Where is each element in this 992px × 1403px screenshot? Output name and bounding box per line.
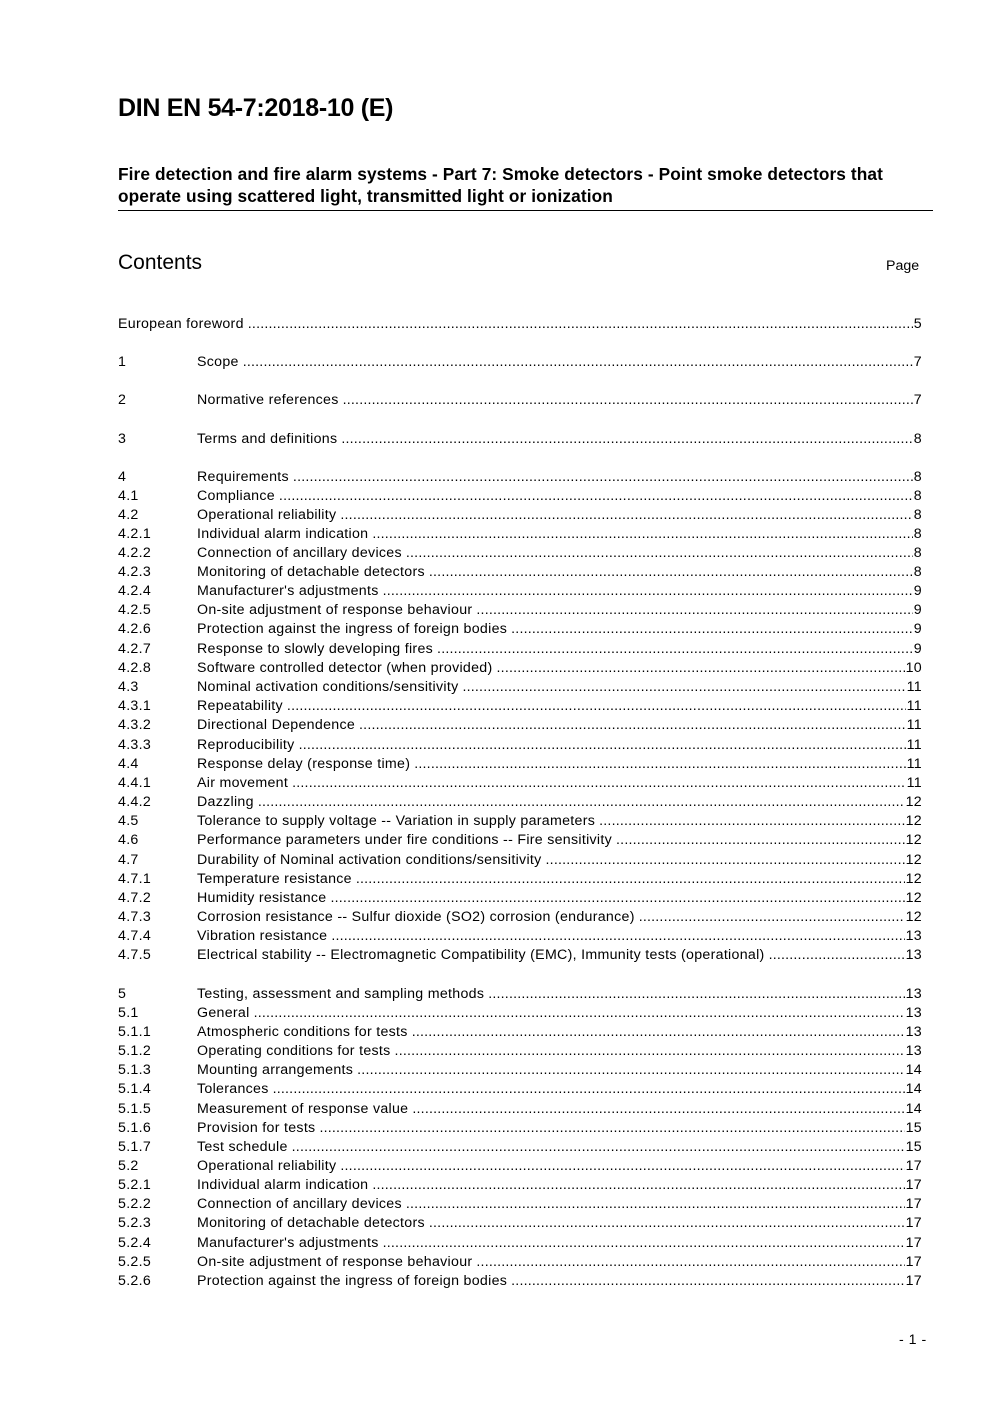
toc-leader-dots <box>372 525 912 544</box>
toc-entry-number: 5.2.2 <box>118 1196 152 1212</box>
toc-leader-dots <box>616 831 905 850</box>
toc-leader-dots <box>248 315 913 334</box>
toc-entry-title: Connection of ancillary devices <box>197 1196 402 1212</box>
toc-entry-number: 4.7 <box>118 852 139 868</box>
toc-entry-title: Compliance <box>197 488 275 504</box>
toc-entry-number: 4.4 <box>118 756 139 772</box>
toc-entry-number: 4.2.6 <box>118 621 152 637</box>
toc-leader-dots <box>476 1253 904 1272</box>
toc-entry-title: Air movement <box>197 775 289 791</box>
toc-entry-page: 12 <box>905 832 922 848</box>
toc-entry-page: 8 <box>913 488 922 504</box>
toc-entry-page: 8 <box>913 545 922 561</box>
toc-entry[interactable] <box>118 1214 922 1233</box>
toc-entry-number: 4.2.1 <box>118 526 152 542</box>
toc-leader-dots <box>437 640 913 659</box>
toc-leader-dots <box>331 927 904 946</box>
toc-entry-number: 5.2 <box>118 1158 139 1174</box>
toc-entry-number: 5.1 <box>118 1005 139 1021</box>
toc-entry-title: Monitoring of detachable detectors <box>197 564 425 580</box>
toc-entry-page: 17 <box>905 1196 922 1212</box>
toc-entry[interactable] <box>118 1157 922 1176</box>
toc-leader-dots <box>412 1023 905 1042</box>
toc-leader-dots <box>511 1272 904 1291</box>
toc-entry[interactable] <box>118 1176 922 1195</box>
toc-entry-title: Tolerance to supply voltage -- Variation in supply parameters <box>197 813 596 829</box>
toc-entry[interactable] <box>118 1100 922 1119</box>
toc-entry-page: 7 <box>913 392 922 408</box>
toc-entry[interactable] <box>118 1042 922 1061</box>
toc-entry-number: 4.4.2 <box>118 794 152 810</box>
toc-entry-title: Tolerances <box>197 1081 269 1097</box>
toc-entry-number: 4.3.3 <box>118 737 152 753</box>
toc-entry[interactable] <box>118 851 922 870</box>
toc-entry-number: 5.2.6 <box>118 1273 152 1289</box>
toc-entry-title: Manufacturer's adjustments <box>197 1235 379 1251</box>
toc-entry-title: European foreword <box>118 316 244 332</box>
toc-leader-dots <box>292 1138 905 1157</box>
toc-leader-dots <box>343 391 913 410</box>
toc-entry-title: Nominal activation conditions/sensitivity <box>197 679 459 695</box>
toc-entry-title: Monitoring of detachable detectors <box>197 1215 425 1231</box>
toc-entry-number: 5.1.6 <box>118 1120 152 1136</box>
toc-leader-dots <box>258 793 905 812</box>
toc-entry[interactable] <box>118 430 922 449</box>
toc-entry-title: Individual alarm indication <box>197 526 369 542</box>
toc-entry-number: 4 <box>118 469 127 485</box>
toc-entry[interactable] <box>118 1272 922 1291</box>
toc-leader-dots <box>546 851 905 870</box>
toc-entry-number: 4.3.2 <box>118 717 152 733</box>
toc-entry[interactable] <box>118 716 922 735</box>
toc-entry-title: Durability of Nominal activation conditions/sensitivity <box>197 852 542 868</box>
toc-entry-number: 4.2.2 <box>118 545 152 561</box>
toc-entry-title: Performance parameters under fire conditions -- Fire sensitivity <box>197 832 613 848</box>
toc-entry-title: On-site adjustment of response behaviour <box>197 602 473 618</box>
toc-entry-title: On-site adjustment of response behaviour <box>197 1254 473 1270</box>
toc-entry-page: 17 <box>905 1158 922 1174</box>
toc-entry-number: 5.1.3 <box>118 1062 152 1078</box>
toc-entry-page: 8 <box>913 431 922 447</box>
toc-entry[interactable] <box>118 640 922 659</box>
toc-entry-page: 12 <box>905 871 922 887</box>
toc-entry-page: 13 <box>905 947 922 963</box>
toc-entry-page: 11 <box>906 698 922 714</box>
toc-entry-title: General <box>197 1005 250 1021</box>
toc-entry-title: Atmospheric conditions for tests <box>197 1024 408 1040</box>
toc-leader-dots <box>279 487 913 506</box>
toc-entry-number: 5.2.3 <box>118 1215 152 1231</box>
toc-entry-title: Reproducibility <box>197 737 295 753</box>
toc-entry[interactable] <box>118 315 922 334</box>
toc-entry-page: 12 <box>905 794 922 810</box>
toc-entry-number: 4.7.1 <box>118 871 152 887</box>
toc-leader-dots <box>293 468 913 487</box>
toc-entry-number: 4.2.5 <box>118 602 152 618</box>
toc-entry-page: 17 <box>905 1177 922 1193</box>
toc-entry-title: Dazzling <box>197 794 254 810</box>
toc-leader-dots <box>488 985 904 1004</box>
toc-leader-dots <box>462 678 905 697</box>
toc-leader-dots <box>497 659 905 678</box>
toc-leader-dots <box>357 1061 904 1080</box>
toc-entry[interactable] <box>118 659 922 678</box>
toc-entry-number: 5.1.7 <box>118 1139 152 1155</box>
toc-entry-page: 13 <box>905 928 922 944</box>
toc-leader-dots <box>299 736 906 755</box>
toc-entry-title: Protection against the ingress of foreign bodies <box>197 1273 508 1289</box>
toc-leader-dots <box>254 1004 905 1023</box>
toc-entry-page: 11 <box>906 756 922 772</box>
toc-entry-number: 5.1.4 <box>118 1081 152 1097</box>
toc-entry-page: 17 <box>905 1215 922 1231</box>
toc-entry-number: 5.1.1 <box>118 1024 152 1040</box>
toc-entry-title: Normative references <box>197 392 339 408</box>
toc-entry-page: 13 <box>905 1024 922 1040</box>
toc-entry-number: 4.2 <box>118 507 139 523</box>
toc-entry[interactable] <box>118 601 922 620</box>
toc-entry-page: 17 <box>905 1254 922 1270</box>
title-underline <box>118 210 933 211</box>
toc-entry-title: Measurement of response value <box>197 1101 409 1117</box>
toc-entry-page: 17 <box>905 1273 922 1289</box>
toc-entry-page: 12 <box>905 813 922 829</box>
toc-entry[interactable] <box>118 793 922 812</box>
toc-entry[interactable] <box>118 870 922 889</box>
toc-entry-title: Provision for tests <box>197 1120 316 1136</box>
toc-entry-number: 4.3.1 <box>118 698 152 714</box>
toc-entry[interactable] <box>118 1253 922 1272</box>
toc-entry-title: Corrosion resistance -- Sulfur dioxide (SO2) corrosion (endurance) <box>197 909 635 925</box>
toc-entry-title: Response delay (response time) <box>197 756 411 772</box>
toc-entry-number: 4.2.3 <box>118 564 152 580</box>
toc-entry[interactable] <box>118 353 922 372</box>
toc-leader-dots <box>412 1100 904 1119</box>
toc-entry-number: 4.2.4 <box>118 583 152 599</box>
toc-entry[interactable] <box>118 678 922 697</box>
toc-entry-number: 5.1.2 <box>118 1043 152 1059</box>
toc-leader-dots <box>331 889 905 908</box>
toc-entry-page: 15 <box>905 1120 922 1136</box>
toc-leader-dots <box>273 1080 905 1099</box>
toc-entry-number: 4.4.1 <box>118 775 152 791</box>
toc-entry-number: 4.7.4 <box>118 928 152 944</box>
toc-entry[interactable] <box>118 1195 922 1214</box>
toc-leader-dots <box>319 1119 904 1138</box>
toc-entry-title: Software controlled detector (when provided) <box>197 660 493 676</box>
toc-entry[interactable] <box>118 1234 922 1253</box>
toc-entry[interactable] <box>118 774 922 793</box>
toc-entry-number: 5.2.1 <box>118 1177 152 1193</box>
toc-entry-title: Test schedule <box>197 1139 288 1155</box>
toc-leader-dots <box>340 506 912 525</box>
toc-entry-title: Operational reliability <box>197 1158 337 1174</box>
toc-entry[interactable] <box>118 1119 922 1138</box>
toc-entry-title: Humidity resistance <box>197 890 327 906</box>
toc-entry[interactable] <box>118 889 922 908</box>
toc-entry-title: Manufacturer's adjustments <box>197 583 379 599</box>
toc-entry-number: 5 <box>118 986 127 1002</box>
toc-entry[interactable] <box>118 506 922 525</box>
document-code: DIN EN 54-7:2018-10 (E) <box>118 94 394 122</box>
toc-leader-dots <box>639 908 905 927</box>
toc-entry-page: 5 <box>913 316 922 332</box>
page-number: - 1 - <box>899 1332 927 1348</box>
toc-entry[interactable] <box>118 831 922 850</box>
toc-entry-page: 14 <box>905 1081 922 1097</box>
toc-leader-dots <box>406 544 913 563</box>
toc-entry[interactable] <box>118 582 922 601</box>
toc-entry-page: 13 <box>905 1043 922 1059</box>
toc-entry[interactable] <box>118 544 922 563</box>
toc-entry-number: 4.7.3 <box>118 909 152 925</box>
toc-leader-dots <box>599 812 904 831</box>
toc-entry-title: Requirements <box>197 469 289 485</box>
toc-entry-title: Vibration resistance <box>197 928 328 944</box>
toc-leader-dots <box>383 582 913 601</box>
toc-entry-page: 11 <box>906 775 922 791</box>
toc-leader-dots <box>340 1157 904 1176</box>
toc-entry-page: 10 <box>905 660 922 676</box>
toc-entry-number: 4.2.7 <box>118 641 152 657</box>
toc-entry-page: 8 <box>913 469 922 485</box>
toc-entry-page: 14 <box>905 1101 922 1117</box>
toc-leader-dots <box>243 353 913 372</box>
toc-entry-title: Mounting arrangements <box>197 1062 354 1078</box>
toc-entry-page: 8 <box>913 526 922 542</box>
toc-entry-page: 9 <box>913 583 922 599</box>
page-column-label: Page <box>886 258 920 274</box>
toc-entry[interactable] <box>118 812 922 831</box>
toc-entry[interactable] <box>118 1138 922 1157</box>
toc-leader-dots <box>395 1042 905 1061</box>
toc-entry[interactable] <box>118 736 922 755</box>
toc-entry-title: Connection of ancillary devices <box>197 545 402 561</box>
toc-entry-number: 4.7.2 <box>118 890 152 906</box>
toc-entry[interactable] <box>118 946 922 965</box>
toc-entry-page: 9 <box>913 621 922 637</box>
toc-leader-dots <box>414 755 905 774</box>
toc-entry-title: Individual alarm indication <box>197 1177 369 1193</box>
toc-entry-page: 7 <box>913 354 922 370</box>
toc-entry-title: Operational reliability <box>197 507 337 523</box>
toc-entry[interactable] <box>118 1061 922 1080</box>
toc-entry[interactable] <box>118 487 922 506</box>
toc-leader-dots <box>359 716 906 735</box>
toc-entry-page: 13 <box>905 986 922 1002</box>
toc-entry-number: 5.2.5 <box>118 1254 152 1270</box>
toc-entry-page: 12 <box>905 852 922 868</box>
toc-entry-number: 5.2.4 <box>118 1235 152 1251</box>
toc-entry-page: 14 <box>905 1062 922 1078</box>
toc-entry[interactable] <box>118 985 922 1004</box>
toc-entry-number: 4.6 <box>118 832 139 848</box>
toc-entry-number: 4.5 <box>118 813 139 829</box>
toc-entry-number: 4.7.5 <box>118 947 152 963</box>
contents-heading: Contents <box>118 251 203 274</box>
toc-entry[interactable] <box>118 563 922 582</box>
toc-entry-number: 1 <box>118 354 127 370</box>
toc-entry-page: 15 <box>905 1139 922 1155</box>
toc-leader-dots <box>511 620 913 639</box>
toc-leader-dots <box>429 563 913 582</box>
toc-entry[interactable] <box>118 1004 922 1023</box>
toc-entry-page: 12 <box>905 909 922 925</box>
toc-leader-dots <box>356 870 905 889</box>
toc-entry-page: 9 <box>913 602 922 618</box>
toc-leader-dots <box>769 946 905 965</box>
toc-entry-number: 3 <box>118 431 127 447</box>
toc-entry-page: 11 <box>906 717 922 733</box>
toc-entry-page: 13 <box>905 1005 922 1021</box>
toc-entry-number: 5.1.5 <box>118 1101 152 1117</box>
toc-entry-title: Temperature resistance <box>197 871 352 887</box>
toc-entry[interactable] <box>118 525 922 544</box>
toc-entry-number: 4.1 <box>118 488 139 504</box>
toc-entry-title: Repeatability <box>197 698 283 714</box>
toc-entry[interactable] <box>118 1080 922 1099</box>
toc-entry-number: 4.3 <box>118 679 139 695</box>
toc-entry-number: 2 <box>118 392 127 408</box>
toc-entry-page: 11 <box>906 737 922 753</box>
toc-leader-dots <box>292 774 906 793</box>
toc-entry-title: Protection against the ingress of foreign bodies <box>197 621 508 637</box>
toc-leader-dots <box>341 430 912 449</box>
toc-entry[interactable] <box>118 927 922 946</box>
toc-entry[interactable] <box>118 391 922 410</box>
toc-leader-dots <box>287 697 906 716</box>
toc-entry-title: Scope <box>197 354 239 370</box>
toc-entry-page: 17 <box>905 1235 922 1251</box>
toc-entry[interactable] <box>118 908 922 927</box>
toc-leader-dots <box>383 1234 905 1253</box>
toc-leader-dots <box>372 1176 904 1195</box>
toc-entry-title: Testing, assessment and sampling methods <box>197 986 485 1002</box>
toc-entry[interactable] <box>118 755 922 774</box>
toc-entry[interactable] <box>118 1023 922 1042</box>
toc-leader-dots <box>406 1195 905 1214</box>
toc-entry-title: Directional Dependence <box>197 717 356 733</box>
toc-entry-page: 9 <box>913 641 922 657</box>
toc-entry-page: 12 <box>905 890 922 906</box>
toc-leader-dots <box>429 1214 905 1233</box>
toc-entry-title: Electrical stability -- Electromagnetic Compatibility (EMC), Immunity tests (operational) <box>197 947 765 963</box>
document-title: Fire detection and fire alarm systems - Part 7: Smoke detectors - Point smoke detectors that operate using scattered light, transmitted light or ionization <box>118 164 884 206</box>
toc-entry-title: Terms and definitions <box>197 431 338 447</box>
toc-entry-number: 4.2.8 <box>118 660 152 676</box>
toc-entry[interactable] <box>118 697 922 716</box>
toc-entry[interactable] <box>118 468 922 487</box>
toc-leader-dots <box>476 601 912 620</box>
toc-entry-title: Response to slowly developing fires <box>197 641 434 657</box>
toc-entry[interactable] <box>118 620 922 639</box>
toc-entry-page: 11 <box>906 679 922 695</box>
toc-entry-page: 8 <box>913 564 922 580</box>
toc-entry-page: 8 <box>913 507 922 523</box>
toc-entry-title: Operating conditions for tests <box>197 1043 391 1059</box>
